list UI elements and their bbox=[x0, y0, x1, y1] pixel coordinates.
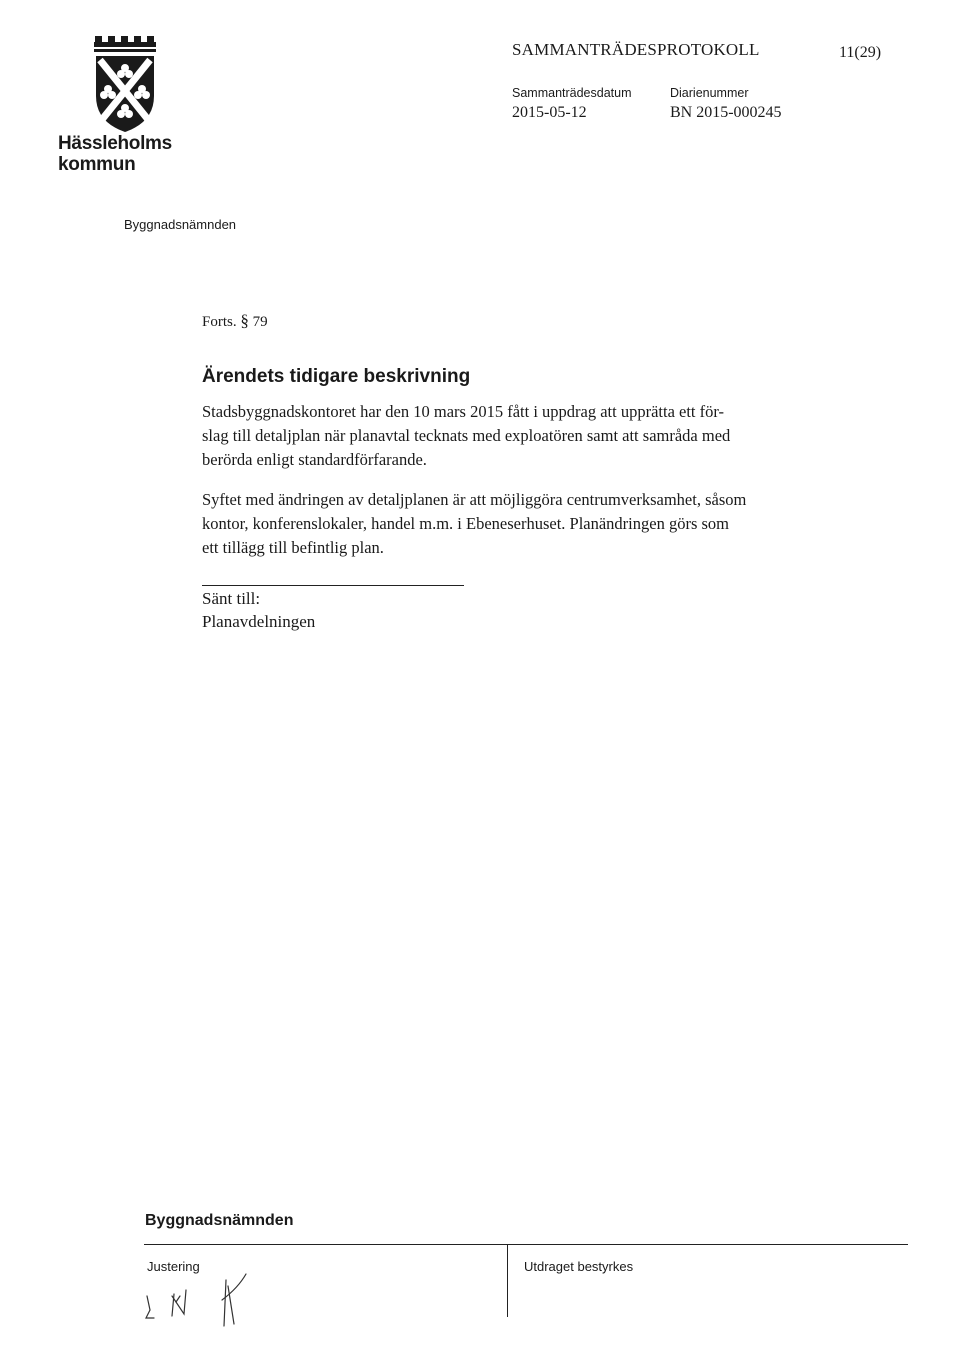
footer-committee-name: Byggnadsnämnden bbox=[145, 1212, 294, 1229]
municipality-coat-of-arms-icon bbox=[92, 34, 158, 134]
justering-label: Justering bbox=[147, 1259, 200, 1274]
paragraph-line: slag till detaljplan när planavtal tecknats med exploatören samt att samråda med bbox=[202, 426, 731, 445]
page-number: 11(29) bbox=[839, 44, 882, 61]
footer-divider bbox=[144, 1244, 908, 1245]
meeting-date-label: Sammanträdesdatum bbox=[512, 86, 632, 100]
meeting-date-value: 2015-05-12 bbox=[512, 104, 587, 121]
utdraget-bestyrkes-label: Utdraget bestyrkes bbox=[524, 1259, 634, 1274]
municipality-name-line1: Hässleholms bbox=[58, 133, 172, 154]
paragraph-line: Stadsbyggnadskontoret har den 10 mars 2015 fått i uppdrag att upprätta ett för- bbox=[202, 402, 725, 421]
paragraph-line: ett tillägg till befintlig plan. bbox=[202, 538, 384, 557]
sent-to-divider bbox=[202, 585, 464, 586]
footer-column-divider bbox=[507, 1245, 508, 1317]
document-title: SAMMANTRÄDESPROTOKOLL bbox=[512, 40, 760, 59]
reference-number-label: Diarienummer bbox=[670, 86, 749, 100]
paragraph-background bbox=[202, 400, 812, 472]
section-symbol: § bbox=[240, 311, 249, 330]
reference-number-value: BN 2015-000245 bbox=[670, 104, 782, 121]
section-heading: Ärendets tidigare beskrivning bbox=[202, 366, 471, 387]
handwritten-initials-signature bbox=[142, 1266, 272, 1336]
committee-name: Byggnadsnämnden bbox=[124, 217, 237, 232]
paragraph-line: berörda enligt standardförfarande. bbox=[202, 450, 427, 469]
sent-to-recipient: Planavdelningen bbox=[202, 612, 316, 631]
paragraph-line: Syftet med ändringen av detaljplanen är att möjliggöra centrumverksamhet, såsom bbox=[202, 490, 747, 509]
sent-to-label: Sänt till: bbox=[202, 589, 261, 608]
municipality-name-line2: kommun bbox=[58, 154, 136, 175]
paragraph-purpose bbox=[202, 488, 812, 560]
section-reference bbox=[202, 311, 268, 331]
section-prefix: Forts. bbox=[202, 314, 237, 330]
paragraph-line: kontor, konferenslokaler, handel m.m. i Ebeneserhuset. Planändringen görs som bbox=[202, 514, 730, 533]
municipality-name bbox=[58, 133, 172, 175]
section-number: 79 bbox=[252, 314, 268, 330]
